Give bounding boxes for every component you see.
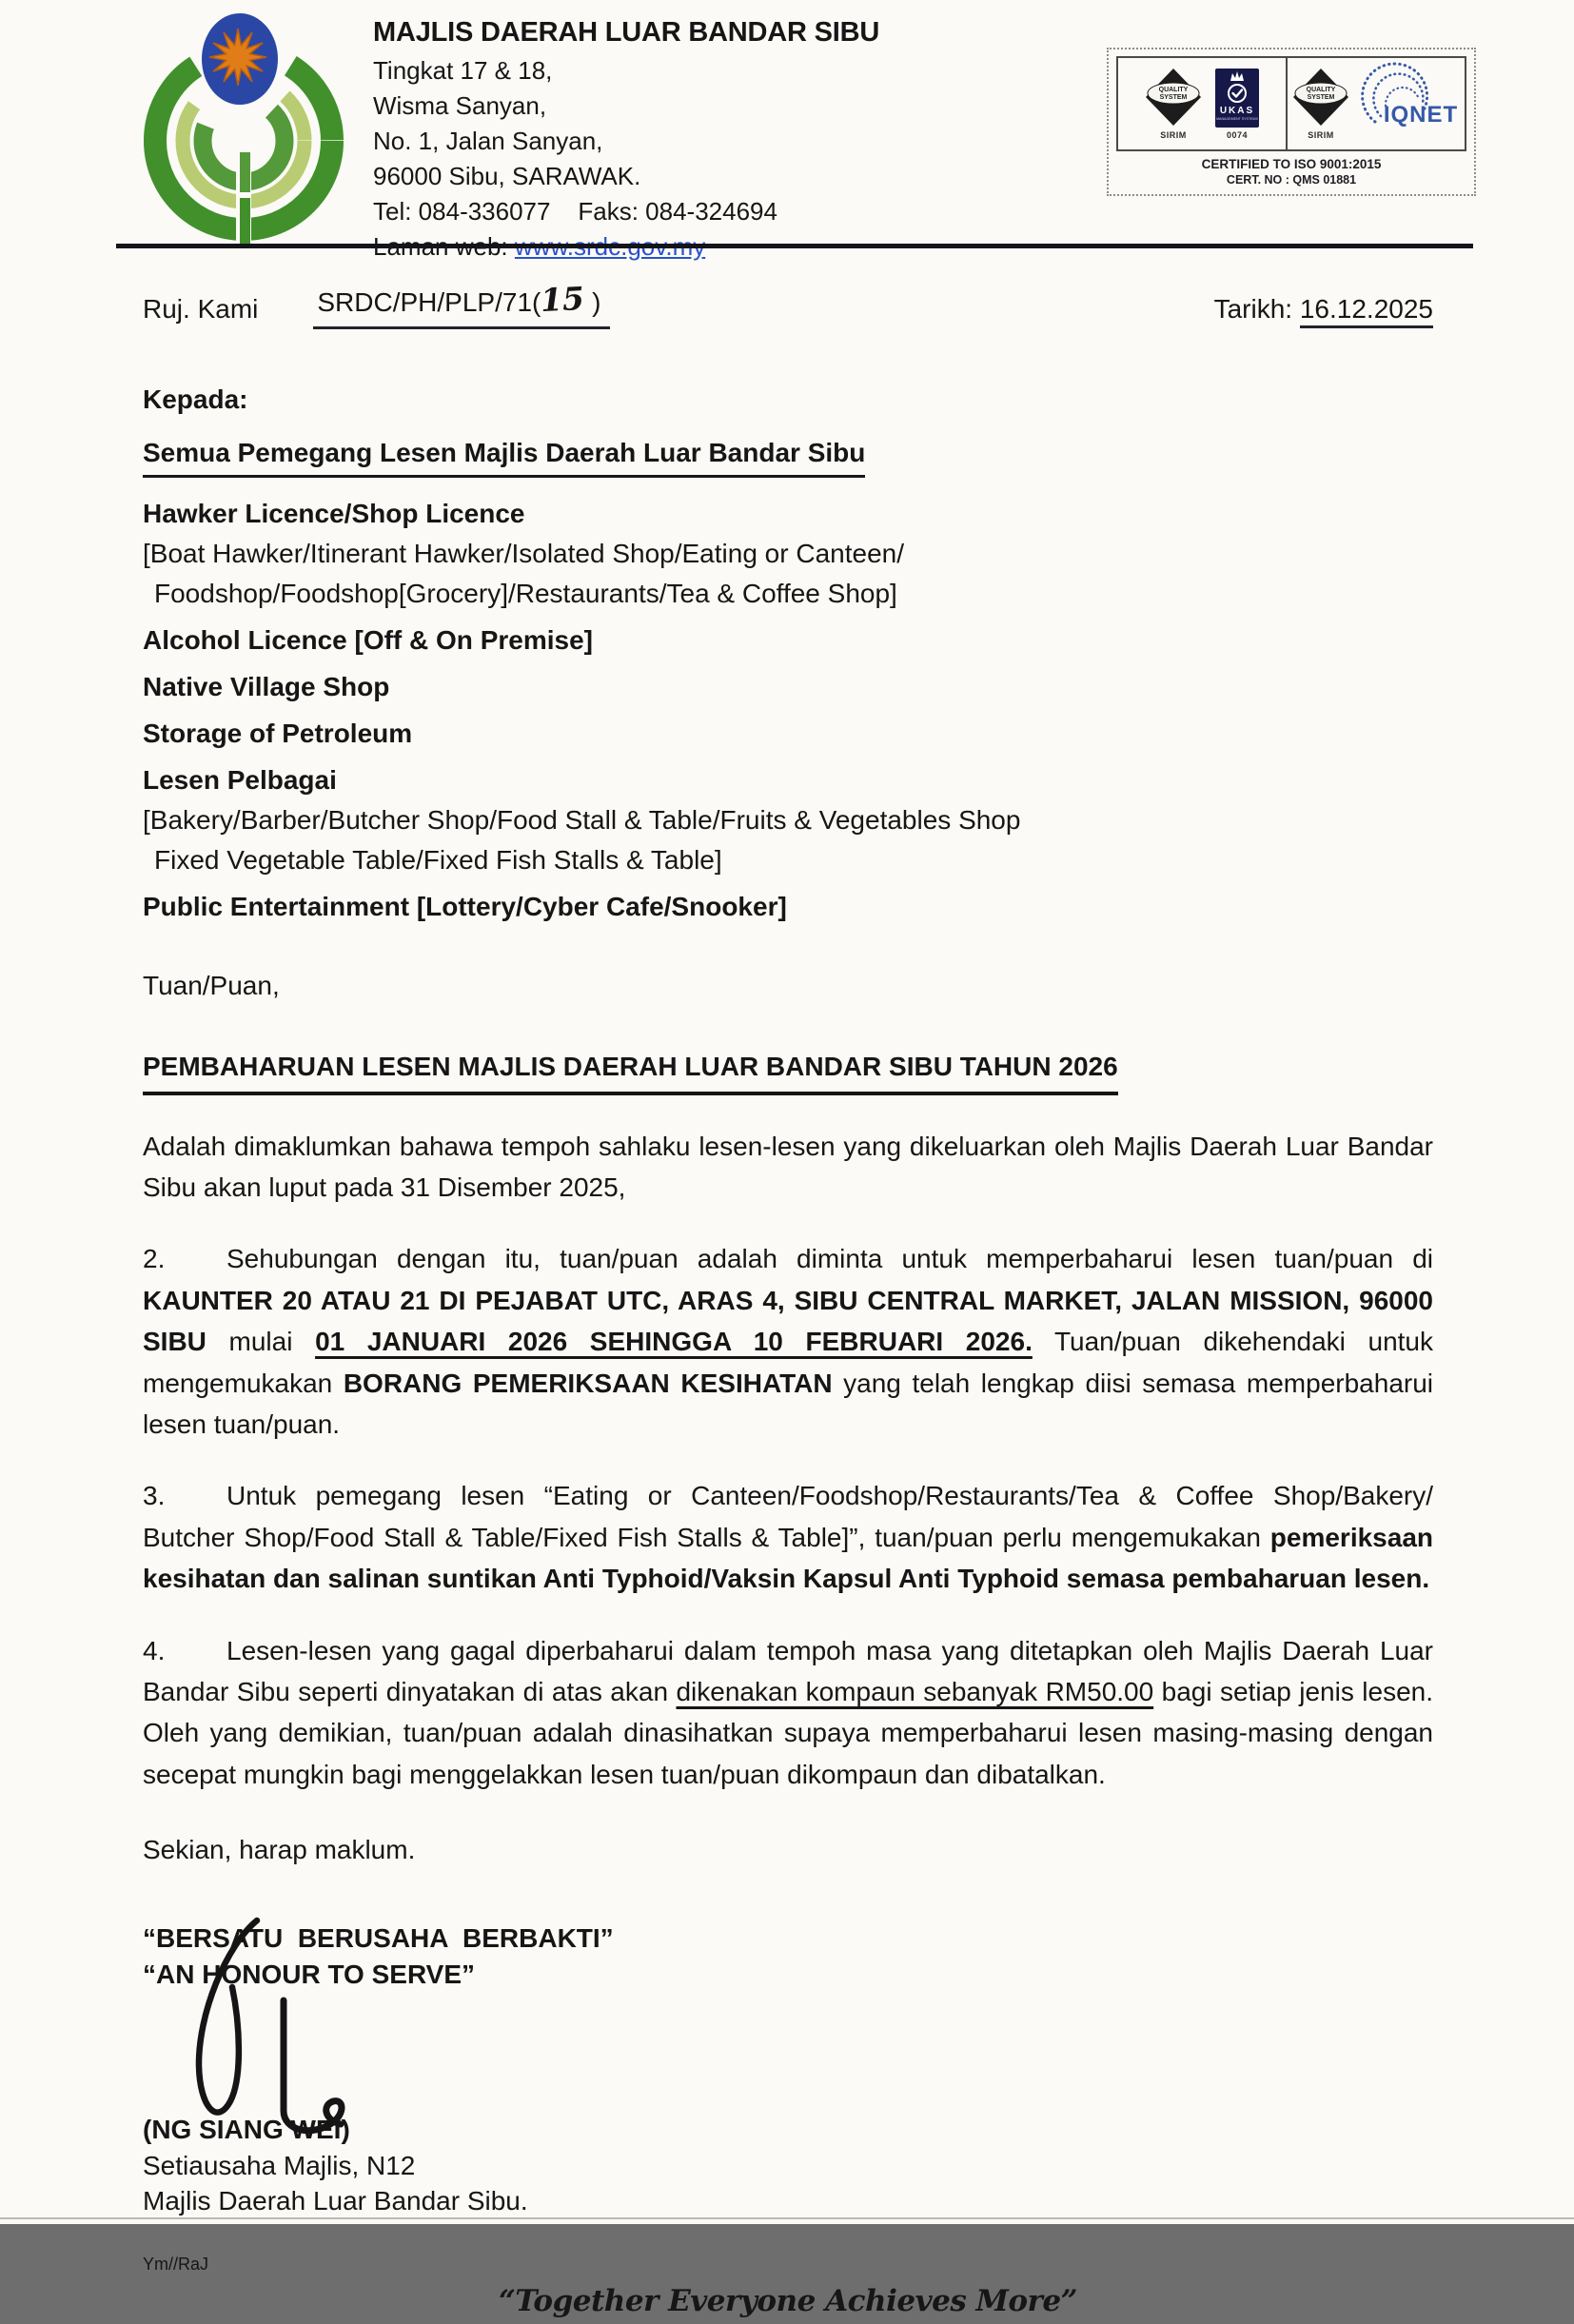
licence-heading: Hawker Licence/Shop Licence (143, 498, 525, 528)
paragraph-1: Adalah dimaklumkan bahawa tempoh sahlaku lesen-lesen yang dikeluarkan oleh Majlis Daerah Luar Bandar Sibu akan luput pada 31 Disember 2025, (143, 1131, 1433, 1203)
address-line: No. 1, Jalan Sanyan, (373, 127, 603, 155)
paragraph-number: 2. (143, 1244, 166, 1274)
signer-title: Setiausaha Majlis, N12 (143, 2150, 416, 2180)
closing-line: Sekian, harap maklum. (143, 1835, 416, 1865)
cert-number-line: CERT. NO : QMS 01881 (1226, 173, 1357, 187)
licence-heading: Lesen Pelbagai (143, 764, 337, 795)
licence-heading: Alcohol Licence [Off & On Premise] (143, 624, 593, 655)
ref-number: SRDC/PH/PLP/71(15 ) (313, 276, 610, 329)
ukas-icon (1214, 68, 1260, 128)
certification-text (1116, 156, 1466, 188)
svg-text:QUALITY: QUALITY (1306, 87, 1336, 93)
paragraph-number: 4. (143, 1635, 166, 1665)
date-label: Tarikh: (1213, 293, 1293, 324)
salutation: Tuan/Puan, (143, 970, 280, 1000)
handwritten-ref-digit: 15 (540, 279, 586, 320)
svg-text:IQNET: IQNET (1383, 102, 1459, 128)
paragraph-3: 3. Untuk pemegang lesen “Eating or Canteen/Foodshop/Restaurants/Tea & Coffee Shop/Bakery/ Butcher Shop/Food Stall & Table/Fixed Fish Stalls & Table]”, tuan/puan perlu mengemukakan pemeriksaan kesihatan dan salinan suntikan Anti Typhoid/Vaksin Kapsul Anti Typhoid semasa pembaharuan lesen. (143, 1475, 1433, 1599)
licence-heading: Native Village Shop (143, 671, 390, 701)
tel-label: Tel: 084-336077 (373, 197, 551, 226)
sirim-label: SIRIM (1308, 130, 1334, 140)
licence-heading: Public Entertainment [Lottery/Cyber Cafe/Snooker] (143, 891, 787, 921)
sirim-quality-diamond-icon (1144, 68, 1203, 128)
svg-text:MANAGEMENT SYSTEMS: MANAGEMENT SYSTEMS (1216, 117, 1258, 121)
sirim-ukas-badge (1118, 58, 1286, 149)
licence-detail: [Boat Hawker/Itinerant Hawker/Isolated Shop/Eating or Canteen/ (143, 538, 904, 568)
contact-line (373, 194, 879, 229)
header-divider (116, 244, 1473, 248)
svg-text:SYSTEM: SYSTEM (1159, 94, 1188, 101)
svg-text:QUALITY: QUALITY (1158, 87, 1189, 93)
motto-malay: “BERSATU BERUSAHA BERBAKTI” (143, 1922, 614, 1953)
sirim-quality-diamond-icon (1291, 68, 1350, 128)
svg-text:UKAS: UKAS (1219, 106, 1255, 116)
kepada-label: Kepada: (143, 384, 248, 415)
ref-label: Ruj. Kami (143, 293, 259, 324)
signoff-block (143, 1920, 1433, 2279)
sirim-label: SIRIM (1160, 130, 1187, 140)
letter-content (143, 276, 1433, 2324)
licence-detail: Fixed Vegetable Table/Fixed Fish Stalls & Table] (154, 844, 722, 875)
subject-line: PEMBAHARUAN LESEN MAJLIS DAERAH LUAR BANDAR SIBU TAHUN 2026 (143, 1046, 1118, 1094)
ukas-number: 0074 (1226, 130, 1249, 140)
footer-motto: “Together Everyone Achieves More” (499, 2284, 1077, 2319)
reference-row (143, 276, 1433, 329)
addressee-line: Semua Pemegang Lesen Majlis Daerah Luar Bandar Sibu (143, 432, 865, 478)
certification-badges (1107, 48, 1476, 196)
date-field (1214, 288, 1433, 329)
svg-text:SYSTEM: SYSTEM (1307, 94, 1335, 101)
signer-name: (NG SIANG WEI) (143, 2114, 350, 2144)
fax-label: Faks: 084-324694 (578, 197, 777, 226)
typist-initials: Ym//RaJ (143, 2255, 209, 2275)
address-line: Wisma Sanyan, (373, 91, 547, 120)
licence-detail: Foodshop/Foodshop[Grocery]/Restaurants/Tea & Coffee Shop] (154, 578, 897, 608)
org-name: MAJLIS DAERAH LUAR BANDAR SIBU (373, 17, 880, 48)
signer-block (143, 2112, 1433, 2219)
signer-org: Majlis Daerah Luar Bandar Sibu. (143, 2186, 528, 2216)
iso-certified-line: CERTIFIED TO ISO 9001:2015 (1201, 157, 1382, 171)
sirim-iqnet-badge (1286, 58, 1465, 149)
licence-heading: Storage of Petroleum (143, 718, 413, 748)
date-value: 16.12.2025 (1300, 294, 1433, 328)
address-line: 96000 Sibu, SARAWAK. (373, 162, 641, 190)
letterhead-text (373, 15, 879, 265)
council-logo (131, 10, 358, 247)
licence-detail: [Bakery/Barber/Butcher Shop/Food Stall & Table/Fruits & Vegetables Shop (143, 804, 1021, 835)
address-line: Tingkat 17 & 18, (373, 56, 553, 85)
motto-english: “AN HONOUR TO SERVE” (143, 1960, 476, 1990)
iqnet-icon (1362, 72, 1461, 135)
paragraph-2: 2. Sehubungan dengan itu, tuan/puan adalah diminta untuk memperbaharui lesen tuan/puan di KAUNTER 20 ATAU 21 DI PEJABAT UTC, ARAS 4, SIBU CENTRAL MARKET, JALAN MISSION, 96000 SIBU mulai 01 JANUARI 2026 SEHINGGA 10 FEBRUARI 2026. Tuan/puan dikehendaki untuk mengemukakan BORANG PEMERIKSAAN KESIHATAN yang telah lengkap diisi semasa memperbaharui lesen tuan/puan. (143, 1238, 1433, 1445)
paragraph-number: 3. (143, 1481, 166, 1511)
paragraph-4: 4. Lesen-lesen yang gagal diperbaharui dalam tempoh masa yang ditetapkan oleh Majlis Daerah Luar Bandar Sibu seperti dinyatakan di atas akan dikenakan kompaun sebanyak RM50.00 bagi setiap jenis lesen. Oleh yang demikian, tuan/puan adalah dinasihatkan supaya memperbaharui lesen masing-masing dengan secepat mungkin bagi menggelakkan lesen tuan/puan dikompaun dan dibatalkan. (143, 1630, 1433, 1796)
scan-edge-line (0, 2217, 1574, 2219)
